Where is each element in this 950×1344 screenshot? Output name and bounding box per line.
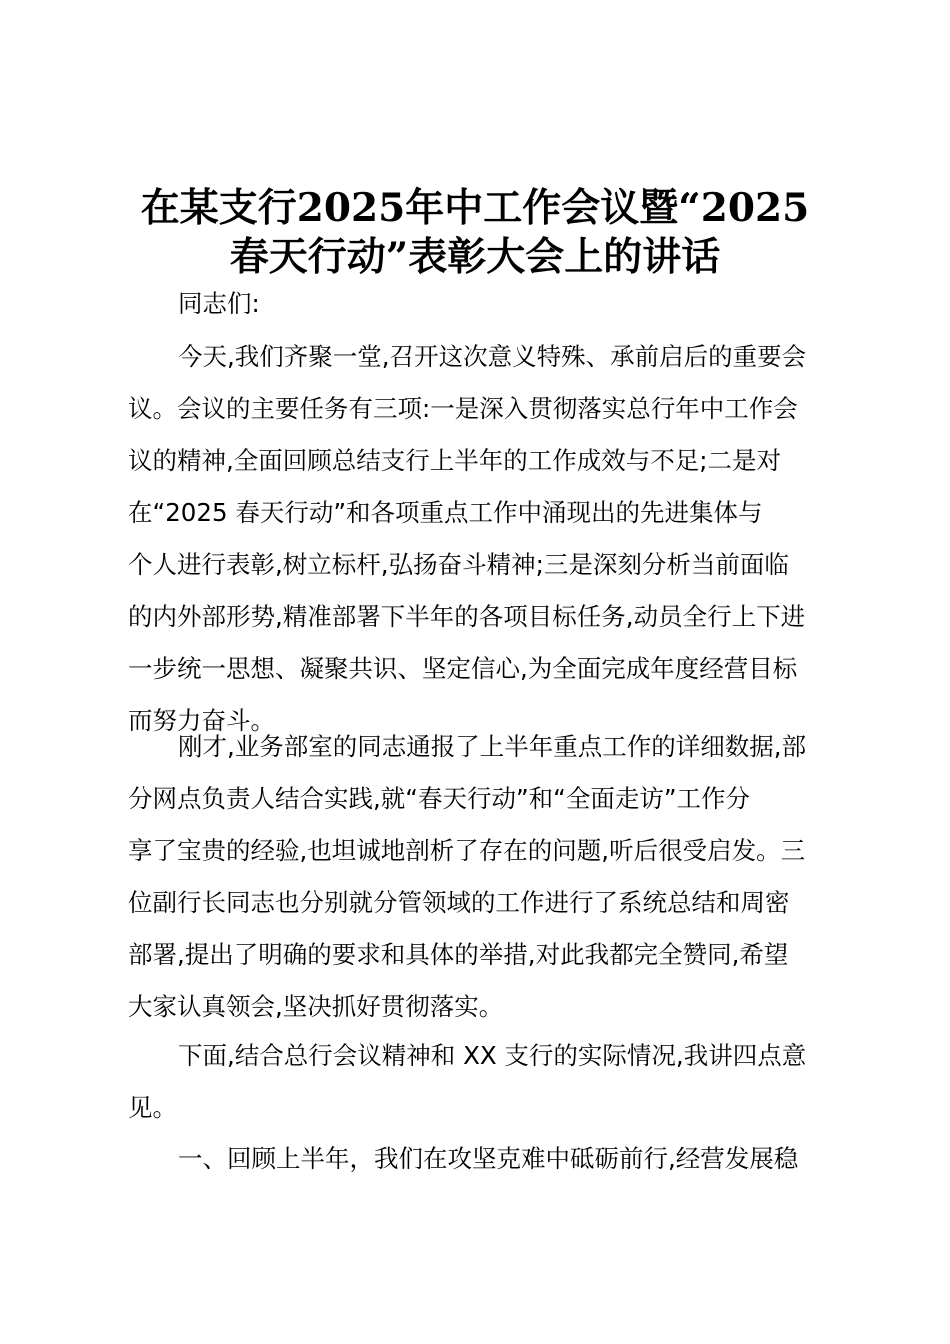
paragraph-line: 在“2025 春天行动”和各项重点工作中涌现出的先进集体与 bbox=[128, 498, 763, 527]
paragraph-line: 的内外部形势,精准部署下半年的各项目标任务,动员全行上下进 bbox=[128, 602, 806, 631]
section-heading-line: 一、回顾上半年，我们在攻坚克难中砥砺前行,经营发展稳 bbox=[178, 1144, 799, 1173]
paragraph-line: 大家认真领会,坚决抓好贯彻落实。 bbox=[128, 992, 504, 1021]
paragraph-line: 见。 bbox=[128, 1093, 177, 1122]
paragraph-line: 一步统一思想、凝聚共识、坚定信心,为全面完成年度经营目标 bbox=[128, 654, 798, 683]
paragraph-line: 而努力奋斗。 bbox=[128, 706, 275, 735]
paragraph-2 bbox=[128, 721, 838, 1033]
paragraph-line: 分网点负责人结合实践,就“春天行动”和“全面走访”工作分 bbox=[128, 784, 751, 813]
document-title-line-1: 在某支行2025年中工作会议暨“2025 bbox=[140, 185, 810, 231]
paragraph-line: 位副行长同志也分别就分管领域的工作进行了系统总结和周密 bbox=[128, 888, 790, 917]
paragraph-line: 今天,我们齐聚一堂,召开这次意义特殊、承前启后的重要会 bbox=[178, 342, 807, 371]
paragraph-line: 议的精神,全面回顾总结支行上半年的工作成效与不足;二是对 bbox=[128, 446, 782, 475]
paragraph-line: 享了宝贵的经验,也坦诚地剖析了存在的问题,听后很受启发。三 bbox=[128, 836, 806, 865]
paragraph-line: 刚才,业务部室的同志通报了上半年重点工作的详细数据,部 bbox=[178, 732, 807, 761]
paragraph-line: 下面,结合总行会议精神和 XX 支行的实际情况,我讲四点意 bbox=[178, 1041, 807, 1070]
paragraph-line: 议。会议的主要任务有三项:一是深入贯彻落实总行年中工作会 bbox=[128, 394, 798, 423]
document-title-line-2: 春天行动”表彰大会上的讲话 bbox=[229, 234, 721, 280]
paragraph-3 bbox=[128, 1030, 838, 1134]
paragraph-line: 个人进行表彰,树立标杆,弘扬奋斗精神;三是深刻分析当前面临 bbox=[128, 550, 789, 579]
salutation: 同志们: bbox=[178, 289, 260, 318]
section-heading-1 bbox=[128, 1133, 838, 1185]
paragraph-1 bbox=[128, 331, 838, 747]
paragraph-line: 部署,提出了明确的要求和具体的举措,对此我都完全赞同,希望 bbox=[128, 940, 789, 969]
